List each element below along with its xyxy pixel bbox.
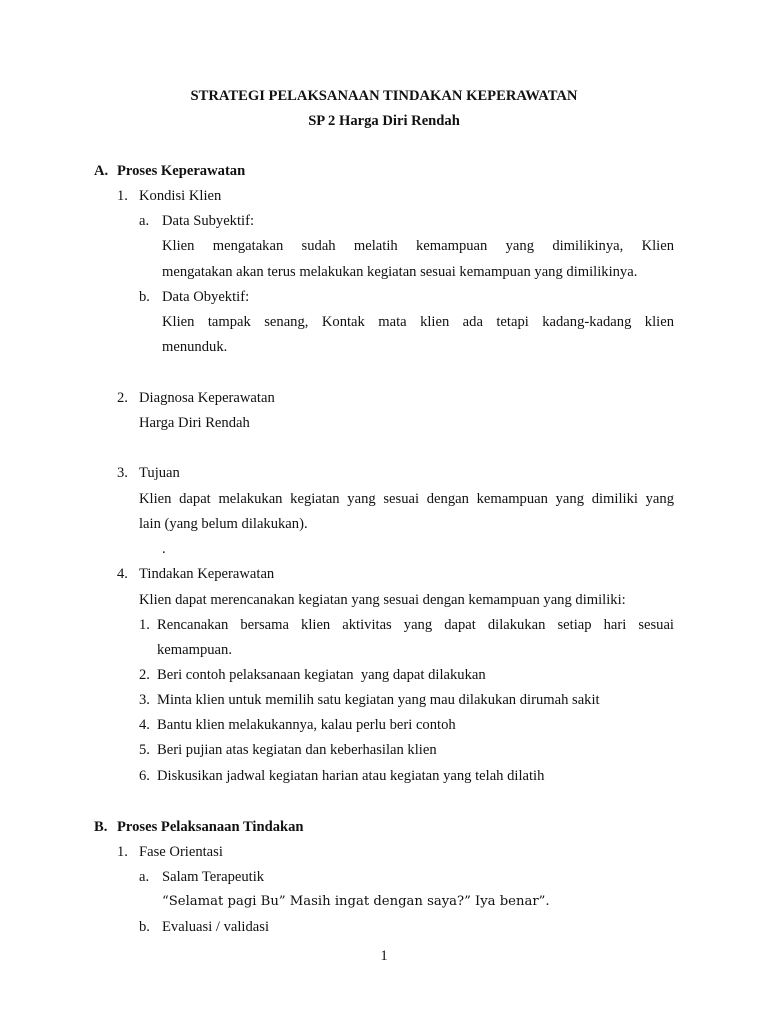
item-1-number: 1.	[117, 188, 128, 204]
subjective-data-line-2: mengatakan akan terus melakukan kegiatan sesuai kemampuan yang dimilikinya.	[162, 264, 638, 280]
phase-1-number: 1.	[117, 844, 128, 860]
step-text: Rencanakan bersama klien aktivitas yang dapat dilakukan setiap hari sesuai	[157, 617, 674, 633]
section-a-heading: Proses Keperawatan	[117, 163, 246, 179]
step-text: Beri contoh pelaksanaan kegiatan yang dapat dilakukan	[157, 667, 486, 683]
step-number: 1.	[139, 617, 150, 633]
section-b-marker: B.	[94, 819, 108, 835]
phase-1-label: Fase Orientasi	[139, 844, 223, 860]
step-text: Beri pujian atas kegiatan dan keberhasilan klien	[157, 742, 437, 758]
item-4-number: 4.	[117, 566, 128, 582]
goal-line-1: Klien dapat melakukan kegiatan yang sesuai dengan kemampuan yang dimiliki yang	[139, 491, 674, 507]
subitem-a-marker: a.	[139, 213, 150, 229]
phase-subitem-b-marker: b.	[139, 919, 150, 935]
item-3-number: 3.	[117, 465, 128, 481]
actions-intro: Klien dapat merencanakan kegiatan yang sesuai dengan kemampuan yang dimiliki:	[139, 592, 626, 608]
step-text: Diskusikan jadwal kegiatan harian atau kegiatan yang telah dilatih	[157, 768, 545, 784]
item-2-number: 2.	[117, 390, 128, 406]
document-title: STRATEGI PELAKSANAAN TINDAKAN KEPERAWATAN	[190, 88, 578, 104]
subjective-data-line-1: Klien mengatakan sudah melatih kemampuan yang dimilikinya, Klien	[162, 238, 674, 254]
subitem-a-label: Data Subyektif:	[162, 213, 255, 229]
objective-data-line-1: Klien tampak senang, Kontak mata klien ada tetapi kadang-kadang klien	[162, 314, 674, 330]
diagnosis-text: Harga Diri Rendah	[139, 415, 250, 431]
subitem-b-marker: b.	[139, 289, 150, 305]
phase-subitem-b-label: Evaluasi / validasi	[162, 919, 269, 935]
objective-data-line-2: menunduk.	[162, 339, 228, 355]
phase-subitem-a-label: Salam Terapeutik	[162, 869, 265, 885]
step-number: 3.	[139, 692, 150, 708]
document-subtitle: SP 2 Harga Diri Rendah	[308, 113, 460, 129]
step-text: Bantu klien melakukannya, kalau perlu beri contoh	[157, 717, 456, 733]
section-a-marker: A.	[94, 163, 109, 179]
section-b-heading: Proses Pelaksanaan Tindakan	[117, 819, 304, 835]
step-number: 4.	[139, 717, 150, 733]
phase-subitem-a-marker: a.	[139, 869, 150, 885]
stray-dot: .	[162, 541, 166, 557]
item-3-label: Tujuan	[139, 465, 180, 481]
item-2-label: Diagnosa Keperawatan	[139, 390, 275, 406]
step-number: 6.	[139, 768, 150, 784]
subitem-b-label: Data Obyektif:	[162, 289, 250, 305]
goal-line-2: lain (yang belum dilakukan).	[139, 516, 308, 532]
item-4-label: Tindakan Keperawatan	[139, 566, 275, 582]
step-text: Minta klien untuk memilih satu kegiatan yang mau dilakukan dirumah sakit	[157, 692, 600, 708]
item-1-label: Kondisi Klien	[139, 188, 222, 204]
greeting-quote: “Selamat pagi Bu” Masih ingat dengan saya?” Iya benar”.	[162, 894, 550, 909]
step-text-continued: kemampuan.	[157, 642, 232, 658]
step-number: 2.	[139, 667, 150, 683]
step-number: 5.	[139, 742, 150, 758]
page-number: 1	[380, 948, 388, 964]
